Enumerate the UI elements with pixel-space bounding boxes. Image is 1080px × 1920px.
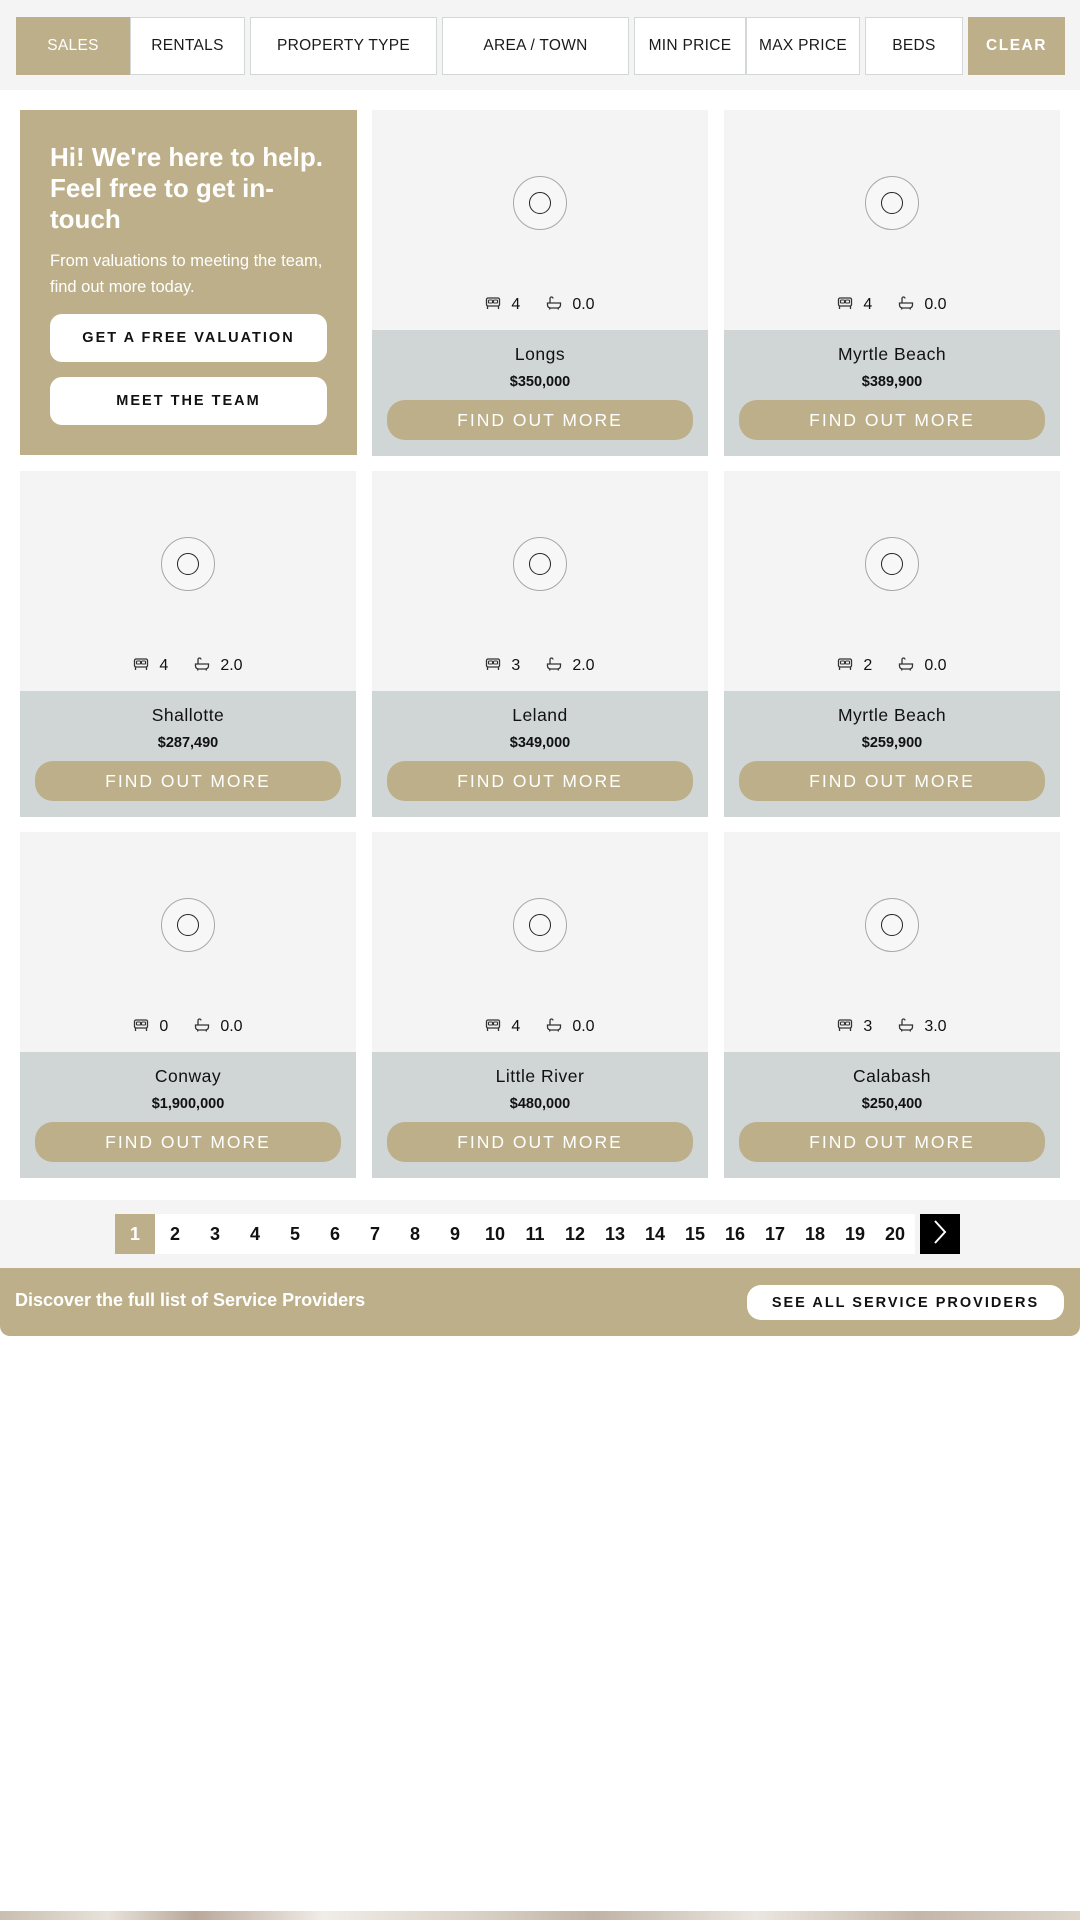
service-providers-banner [0,1268,1080,1336]
loading-spinner-icon [865,176,919,230]
listing-stats [724,293,1060,317]
listing-info [20,691,356,817]
listing-photo[interactable] [724,471,1060,691]
listing-price: $349,000 [509,735,571,751]
service-providers-text: Discover the full list of Service Providers [15,1290,366,1310]
listing-stats [724,654,1060,678]
sales-tab[interactable]: SALES [16,17,130,75]
bath-icon [194,657,210,676]
bath-icon [546,1018,562,1037]
beds-dropdown[interactable]: BEDS [865,17,963,75]
listing-card[interactable] [372,471,708,817]
loading-spinner-icon [513,537,567,591]
listing-town: Longs [514,344,566,364]
bed-icon [837,296,853,315]
footer-image-strip [0,1911,1080,1920]
loading-spinner-icon [161,537,215,591]
listing-price: $480,000 [509,1096,571,1112]
listing-town: Shallotte [151,705,225,725]
page-3-button[interactable]: 3 [195,1214,235,1254]
beds-stat [133,657,168,676]
bed-icon [133,657,149,676]
filter-bar [0,0,1080,90]
find-out-more-button[interactable]: FIND OUT MORE [35,761,341,801]
page-15-button[interactable]: 15 [675,1214,715,1254]
bath-icon [898,296,914,315]
rentals-tab[interactable]: RENTALS [130,17,245,75]
baths-count: 2.0 [572,657,595,674]
listing-info [724,330,1060,456]
beds-stat [133,1018,168,1037]
contact-promo-card [20,110,357,455]
beds-stat [485,1018,520,1037]
loading-spinner-icon [513,176,567,230]
bath-icon [898,657,914,676]
listing-card[interactable] [372,110,708,456]
listing-price: $287,490 [157,735,219,751]
listing-photo[interactable] [724,832,1060,1052]
find-out-more-button[interactable]: FIND OUT MORE [739,1122,1045,1162]
listing-price: $259,900 [861,735,923,751]
listing-card[interactable] [20,471,356,817]
baths-count: 0.0 [220,1018,243,1035]
baths-count: 0.0 [572,296,595,313]
page-7-button[interactable]: 7 [355,1214,395,1254]
listing-town: Conway [154,1066,222,1086]
listing-photo[interactable] [20,471,356,691]
page-5-button[interactable]: 5 [275,1214,315,1254]
listing-info [372,330,708,456]
baths-stat [194,1018,242,1037]
listing-town: Leland [512,705,568,725]
beds-count: 0 [159,1018,169,1035]
find-out-more-button[interactable]: FIND OUT MORE [35,1122,341,1162]
baths-stat [546,296,594,315]
baths-stat [194,657,242,676]
page-1-button[interactable]: 1 [115,1214,155,1254]
page-8-button[interactable]: 8 [395,1214,435,1254]
bath-icon [898,1018,914,1037]
page-9-button[interactable]: 9 [435,1214,475,1254]
baths-count: 0.0 [572,1018,595,1035]
page-11-button[interactable]: 11 [515,1214,555,1254]
listing-stats [372,293,708,317]
page-13-button[interactable]: 13 [595,1214,635,1254]
listing-stats [20,1015,356,1039]
baths-stat [898,296,946,315]
bath-icon [546,657,562,676]
beds-stat [837,657,872,676]
find-out-more-button[interactable]: FIND OUT MORE [387,761,693,801]
listing-price: $389,900 [861,374,923,390]
find-out-more-button[interactable]: FIND OUT MORE [387,400,693,440]
meet-the-team-button[interactable]: MEET THE TEAM [50,377,327,425]
beds-stat [837,296,872,315]
listing-info [724,691,1060,817]
page-4-button[interactable]: 4 [235,1214,275,1254]
area-town-dropdown[interactable]: AREA / TOWN [442,17,629,75]
listing-info [372,691,708,817]
beds-stat [485,657,520,676]
listing-photo[interactable] [724,110,1060,330]
baths-count: 2.0 [220,657,243,674]
page-10-button[interactable]: 10 [475,1214,515,1254]
baths-stat [898,1018,946,1037]
listing-price: $250,400 [861,1096,923,1112]
listing-price: $1,900,000 [151,1096,225,1112]
page-20-button[interactable]: 20 [875,1214,915,1254]
page-19-button[interactable]: 19 [835,1214,875,1254]
beds-count: 4 [511,296,521,313]
page-18-button[interactable]: 18 [795,1214,835,1254]
bed-icon [133,1018,149,1037]
loading-spinner-icon [865,537,919,591]
chevron-right-icon [932,1219,948,1250]
bed-icon [837,1018,853,1037]
listing-photo[interactable] [372,832,708,1052]
bed-icon [837,657,853,676]
promo-text: From valuations to meeting the team, find out more today. [50,252,323,296]
listing-stats [372,1015,708,1039]
page-6-button[interactable]: 6 [315,1214,355,1254]
listing-stats [372,654,708,678]
clear-button[interactable]: CLEAR [968,17,1065,75]
loading-spinner-icon [513,898,567,952]
listing-card[interactable] [724,471,1060,817]
listing-photo[interactable] [20,832,356,1052]
beds-count: 2 [863,657,873,674]
max-price-dropdown[interactable]: MAX PRICE [746,17,860,75]
baths-count: 3.0 [924,1018,947,1035]
bath-icon [546,296,562,315]
pagination [0,1200,1080,1268]
bed-icon [485,296,501,315]
listing-card[interactable] [20,832,356,1178]
baths-count: 0.0 [924,296,947,313]
listing-photo[interactable] [372,110,708,330]
listing-town: Calabash [853,1066,931,1086]
property-type-dropdown[interactable]: PROPERTY TYPE [250,17,437,75]
next-page-button[interactable] [920,1214,960,1254]
listing-town: Myrtle Beach [837,705,947,725]
beds-stat [837,1018,872,1037]
bed-icon [485,657,501,676]
beds-count: 4 [159,657,169,674]
listing-card[interactable] [724,832,1060,1178]
listing-price: $350,000 [509,374,571,390]
listing-photo[interactable] [372,471,708,691]
promo-title: Hi! We're here to help. Feel free to get in-touch [50,142,323,234]
listing-info [372,1052,708,1178]
listing-stats [20,654,356,678]
baths-stat [546,657,594,676]
page-16-button[interactable]: 16 [715,1214,755,1254]
baths-stat [898,657,946,676]
listing-info [20,1052,356,1178]
find-out-more-button[interactable]: FIND OUT MORE [739,761,1045,801]
beds-count: 4 [511,1018,521,1035]
beds-count: 3 [863,1018,873,1035]
min-price-dropdown[interactable]: MIN PRICE [634,17,746,75]
page-2-button[interactable]: 2 [155,1214,195,1254]
bath-icon [194,1018,210,1037]
loading-spinner-icon [865,898,919,952]
page-14-button[interactable]: 14 [635,1214,675,1254]
listing-info [724,1052,1060,1178]
listing-stats [724,1015,1060,1039]
page-17-button[interactable]: 17 [755,1214,795,1254]
bed-icon [485,1018,501,1037]
listing-town: Myrtle Beach [837,344,947,364]
loading-spinner-icon [161,898,215,952]
listing-town: Little River [495,1066,585,1086]
listing-card[interactable] [372,832,708,1178]
page-12-button[interactable]: 12 [555,1214,595,1254]
find-out-more-button[interactable]: FIND OUT MORE [739,400,1045,440]
beds-stat [485,296,520,315]
see-all-service-providers-button[interactable]: SEE ALL SERVICE PROVIDERS [747,1285,1064,1320]
free-valuation-button[interactable]: GET A FREE VALUATION [50,314,327,362]
baths-stat [546,1018,594,1037]
beds-count: 3 [511,657,521,674]
find-out-more-button[interactable]: FIND OUT MORE [387,1122,693,1162]
listing-card[interactable] [724,110,1060,456]
beds-count: 4 [863,296,873,313]
baths-count: 0.0 [924,657,947,674]
